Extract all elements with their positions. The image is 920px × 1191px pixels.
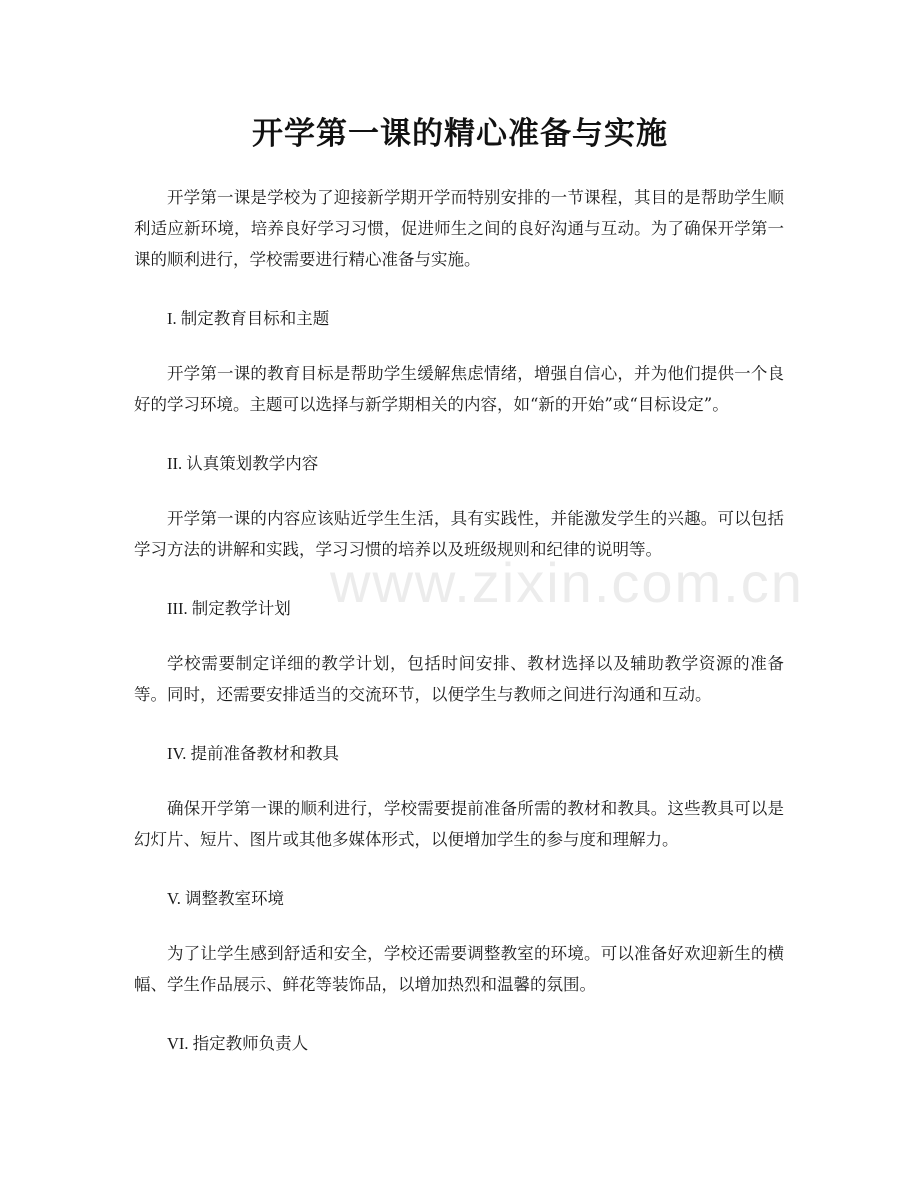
section-paragraph-5: 为了让学生感到舒适和安全，学校还需要调整教室的环境。可以准备好欢迎新生的横幅、学生作品展示、鲜花等装饰品，以增加热烈和温馨的氛围。 xyxy=(134,944,784,994)
section-heading-5: V. 调整教室环境 xyxy=(167,889,285,908)
section-heading-1: I. 制定教育目标和主题 xyxy=(167,309,330,328)
section-paragraph-4: 确保开学第一课的顺利进行，学校需要提前准备所需的教材和教具。这些教具可以是幻灯片、短片、图片或其他多媒体形式，以便增加学生的参与度和理解力。 xyxy=(134,799,784,849)
section-paragraph-2: 开学第一课的内容应该贴近学生生活，具有实践性，并能激发学生的兴趣。可以包括学习方法的讲解和实践，学习习惯的培养以及班级规则和纪律的说明等。 xyxy=(134,509,784,559)
watermark: www.zixin.com.cn xyxy=(330,551,804,614)
section-heading-2: II. 认真策划教学内容 xyxy=(167,454,319,473)
document-body xyxy=(134,182,784,1083)
document-title: 开学第一课的精心准备与实施 xyxy=(252,116,668,152)
section-paragraph-3: 学校需要制定详细的教学计划，包括时间安排、教材选择以及辅助教学资源的准备等。同时，还需要安排适当的交流环节，以便学生与教师之间进行沟通和互动。 xyxy=(134,654,784,704)
section-heading-3: III. 制定教学计划 xyxy=(167,599,291,618)
section-heading-4: IV. 提前准备教材和教具 xyxy=(167,744,340,763)
intro-paragraph: 开学第一课是学校为了迎接新学期开学而特别安排的一节课程，其目的是帮助学生顺利适应新环境，培养良好学习习惯，促进师生之间的良好沟通与互动。为了确保开学第一课的顺利进行，学校需要进行精心准备与实施。 xyxy=(134,188,784,269)
section-paragraph-1: 开学第一课的教育目标是帮助学生缓解焦虑情绪，增强自信心，并为他们提供一个良好的学习环境。主题可以选择与新学期相关的内容，如“新的开始”或“目标设定”。 xyxy=(134,364,784,414)
section-heading-6: VI. 指定教师负责人 xyxy=(167,1034,309,1053)
